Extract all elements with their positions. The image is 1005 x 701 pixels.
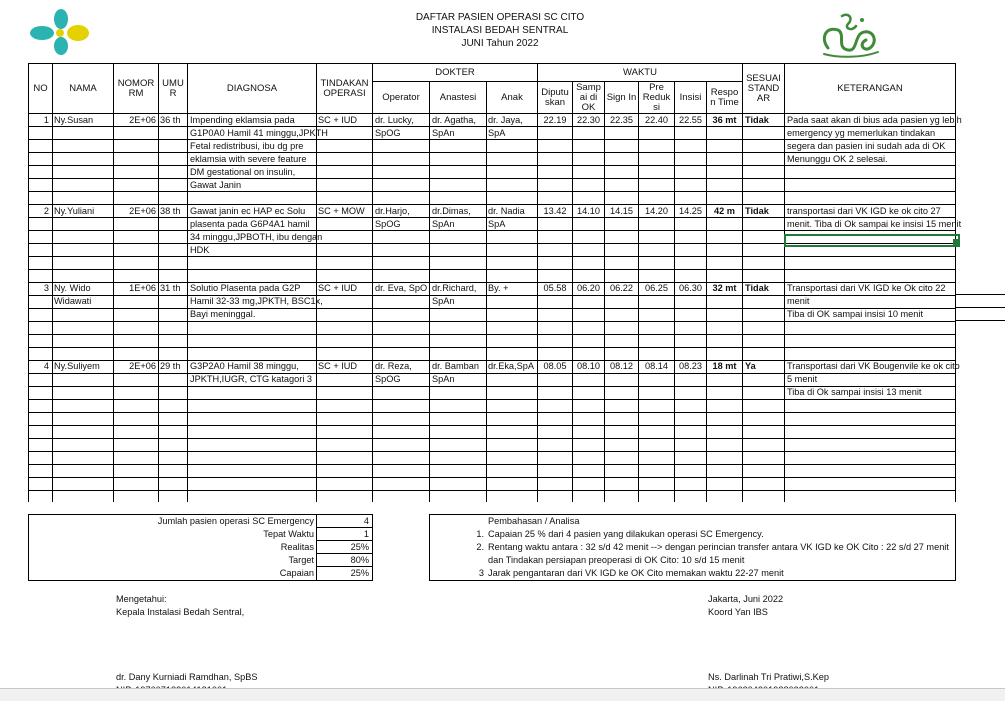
- report-subtitle: INSTALASI BEDAH SENTRAL: [431, 25, 569, 36]
- p2-insisi: 14.25: [679, 206, 702, 216]
- p4-keterangan-3: Tiba di Ok sampai insisi 13 menit: [787, 387, 922, 397]
- p4-diagnosa-1: G3P2A0 Hamil 38 minggu,: [190, 361, 299, 371]
- p4-operator-2: SpOG: [375, 374, 401, 384]
- p1-diagnosa-4: eklamsia with severe feature: [190, 154, 307, 164]
- p1-diagnosa-2: G1P0A0 Hamil 41 minggu,JPKTH: [190, 128, 328, 138]
- p1-no: 1: [43, 115, 49, 125]
- col-sampai-ok: Samp ai di OK: [576, 81, 601, 113]
- col-waktu: WAKTU: [623, 66, 657, 78]
- p4-diputuskan: 08.05: [543, 361, 567, 371]
- summary-value-2: 1: [363, 529, 369, 539]
- sign-right-line2: Koord Yan IBS: [708, 607, 768, 617]
- summary-label-4: Target: [288, 555, 314, 565]
- col-sesuai-standar: SESUAI STAND AR: [746, 72, 781, 104]
- sign-right-name: Ns. Darlinah Tri Pratiwi,S.Kep: [708, 672, 830, 682]
- p2-keterangan-1: transportasi dari VK IGD ke ok cito 27: [787, 206, 941, 216]
- p1-diagnosa-3: Fetal redistribusi, ibu dg pre: [190, 141, 304, 151]
- p2-diputuskan: 13.42: [543, 206, 567, 216]
- p2-respon: 42 m: [714, 206, 735, 216]
- fill-handle[interactable]: [953, 239, 959, 245]
- p2-diagnosa-1: Gawat janin ec HAP ec Solu: [190, 206, 306, 216]
- p1-insisi: 22.55: [679, 115, 702, 125]
- summary-label-1: Jumlah pasien operasi SC Emergency: [157, 516, 314, 526]
- p1-operator-2: SpOG: [375, 128, 401, 138]
- p1-pre-reduksi: 22.40: [645, 115, 668, 125]
- p3-rm: 1E+06: [129, 283, 156, 293]
- p3-keterangan-3: Tiba di OK sampai insisi 10 menit: [787, 309, 923, 319]
- p1-rm: 2E+06: [129, 115, 156, 125]
- p4-diagnosa-2: JPKTH,IUGR, CTG katagori 3: [190, 374, 313, 384]
- p4-sampai-ok: 08.10: [577, 361, 600, 371]
- p4-anastesi-1: dr. Bamban: [432, 361, 479, 371]
- report-period: JUNI Tahun 2022: [461, 38, 539, 49]
- p2-diagnosa-4: HDK: [190, 245, 210, 255]
- analysis-num-4: 3: [478, 568, 484, 578]
- analysis-text-4: Jarak pengantaran dari VK IGD ke OK Cito memakan waktu 22-27 menit: [488, 568, 784, 578]
- p4-keterangan-2: 5 menit: [787, 374, 818, 384]
- analysis-text-2: Rentang waktu antara : 32 s/d 42 menit --> dengan perincian transfer antara VK IGD ke OK Cito : 22 s/d 27 menit: [488, 542, 949, 552]
- p1-operator-1: dr. Lucky,: [375, 115, 414, 125]
- analysis-text-3: dan Tindakan persiapan preoperasi di OK Cito: 10 s/d 15 menit: [488, 555, 745, 565]
- sheet-tab-bar[interactable]: [0, 688, 1005, 701]
- p1-keterangan-4: Menunggu OK 2 selesai.: [787, 154, 888, 164]
- p4-pre-reduksi: 08.14: [645, 361, 668, 371]
- p2-anastesi-1: dr.Dimas,: [432, 206, 471, 216]
- p3-keterangan-1: Transportasi dari VK IGD ke Ok cito 22: [787, 283, 946, 293]
- col-insisi: Insisi: [679, 91, 702, 103]
- analysis-text-1: Capaian 25 % dari 4 pasien yang dilakukan operasi SC Emergency.: [488, 529, 764, 539]
- p2-operator-2: SpOG: [375, 219, 401, 229]
- p1-diagnosa-1: Impending eklamsia pada: [190, 115, 295, 125]
- p4-nama: Ny.Suliyem: [54, 361, 100, 371]
- p1-keterangan-3: segera dan pasien ini sudah ada di OK: [787, 141, 946, 151]
- analysis-num-2: 2.: [476, 542, 484, 552]
- p1-sign-in: 22.35: [610, 115, 633, 125]
- p1-keterangan-2: emergency yg memerlukan tindakan: [787, 128, 936, 138]
- p4-sign-in: 08.12: [610, 361, 633, 371]
- p4-rm: 2E+06: [129, 361, 156, 371]
- p3-insisi: 06.30: [679, 283, 702, 293]
- p3-anastesi-2: SpAn: [432, 296, 455, 306]
- col-anak: Anak: [501, 91, 523, 103]
- p1-sampai-ok: 22.30: [577, 115, 600, 125]
- p2-tindakan: SC + MOW: [318, 206, 365, 216]
- analysis-num-1: 1.: [476, 529, 484, 539]
- p3-operator-1: dr. Eva, SpO: [375, 283, 428, 293]
- p3-pre-reduksi: 06.25: [645, 283, 668, 293]
- summary-value-5: 25%: [350, 568, 369, 578]
- p4-insisi: 08.23: [679, 361, 702, 371]
- col-keterangan: KETERANGAN: [837, 82, 903, 94]
- sign-right-line1: Jakarta, Juni 2022: [708, 594, 784, 604]
- col-umur: UMU R: [162, 77, 184, 99]
- p2-pre-reduksi: 14.20: [645, 206, 668, 216]
- p1-anastesi-1: dr. Agatha,: [432, 115, 476, 125]
- p3-tindakan: SC + IUD: [318, 283, 358, 293]
- p1-diagnosa-5: DM gestational on insulin,: [190, 167, 296, 177]
- p1-sesuai: Tidak: [745, 115, 769, 125]
- summary-value-3: 25%: [350, 542, 369, 552]
- col-diagnosa: DIAGNOSA: [226, 82, 278, 94]
- p3-nama-2: Widawati: [54, 296, 92, 306]
- p1-keterangan-1: Pada saat akan di bius ada pasien yg lebih: [787, 115, 962, 125]
- p2-anastesi-2: SpAn: [432, 219, 455, 229]
- p4-anak-1: dr.Eka,SpA: [488, 361, 534, 371]
- p3-diagnosa-1: Solutio Plasenta pada G2P: [190, 283, 301, 293]
- p3-diputuskan: 05.58: [543, 283, 567, 293]
- p2-diagnosa-3: 34 minggu,JPBOTH, ibu dengan: [190, 232, 323, 242]
- p4-respon: 18 mt: [712, 361, 737, 371]
- p1-umur: 36 th: [160, 115, 181, 125]
- p3-anak-1: By. +: [488, 283, 509, 293]
- col-operator: Operator: [382, 91, 420, 103]
- p3-diagnosa-3: Bayi meninggal.: [190, 309, 256, 319]
- summary-label-5: Capaian: [279, 568, 314, 578]
- p3-sesuai: Tidak: [745, 283, 769, 293]
- sign-left-line1: Mengetahui:: [116, 594, 167, 604]
- p4-keterangan-1: Transportasi dari VK Bougenvile ke ok cito: [787, 361, 960, 371]
- col-nomor-rm: NOMOR RM: [117, 77, 155, 99]
- summary-value-1: 4: [363, 516, 369, 526]
- analysis-title: Pembahasan / Analisa: [488, 516, 580, 526]
- p3-sign-in: 06.22: [610, 283, 633, 293]
- p1-anastesi-2: SpAn: [432, 128, 455, 138]
- p3-nama: Ny. Wido: [54, 283, 91, 293]
- p3-sampai-ok: 06.20: [577, 283, 600, 293]
- col-pre-reduksi: Pre Reduk si: [642, 81, 671, 113]
- p3-no: 3: [43, 283, 49, 293]
- summary-value-4: 80%: [350, 555, 369, 565]
- p2-no: 2: [43, 206, 49, 216]
- p2-anak-2: SpA: [488, 219, 506, 229]
- col-no: NO: [33, 82, 48, 94]
- summary-label-2: Tepat Waktu: [263, 529, 314, 539]
- p3-anastesi-1: dr.Richard,: [432, 283, 477, 293]
- p2-sign-in: 14.15: [610, 206, 633, 216]
- summary-label-3: Realitas: [280, 542, 314, 552]
- p2-rm: 2E+06: [129, 206, 156, 216]
- p2-nama: Ny.Yuliani: [54, 206, 95, 216]
- col-dokter: DOKTER: [435, 66, 475, 78]
- p3-respon: 32 mt: [712, 283, 737, 293]
- p1-respon: 36 mt: [712, 115, 737, 125]
- col-anastesi: Anastesi: [439, 91, 477, 103]
- p2-keterangan-2: menit. Tiba di Ok sampai ke insisi 15 menit: [787, 219, 962, 229]
- sign-left-name: dr. Dany Kurniadi Ramdhan, SpBS: [116, 672, 258, 682]
- p1-anak-1: dr. Jaya,: [488, 115, 523, 125]
- p3-umur: 31 th: [160, 283, 181, 293]
- sign-left-line2: Kepala Instalasi Bedah Sentral,: [116, 607, 245, 617]
- col-respon-time: Respo n Time: [710, 86, 739, 108]
- p2-sampai-ok: 14.10: [577, 206, 600, 216]
- p4-anastesi-2: SpAn: [432, 374, 455, 384]
- p4-sesuai: Ya: [745, 361, 756, 371]
- p4-umur: 29 th: [160, 361, 181, 371]
- p3-diagnosa-2: Hamil 32-33 mg,JPKTH, BSC1x,: [190, 296, 323, 306]
- p1-anak-2: SpA: [488, 128, 506, 138]
- p1-tindakan: SC + IUD: [318, 115, 358, 125]
- col-tindakan: TINDAKAN OPERASI: [320, 77, 369, 99]
- col-nama: NAMA: [69, 82, 97, 94]
- report-title: DAFTAR PASIEN OPERASI SC CITO: [415, 12, 585, 23]
- p3-keterangan-2: menit: [787, 296, 810, 306]
- p2-operator-1: dr.Harjo,: [375, 206, 410, 216]
- p2-umur: 38 th: [160, 206, 181, 216]
- col-diputuskan: Diputu skan: [541, 86, 569, 108]
- p2-sesuai: Tidak: [745, 206, 769, 216]
- p4-tindakan: SC + IUD: [318, 361, 358, 371]
- p2-anak-1: dr. Nadia: [488, 206, 525, 216]
- p1-diputuskan: 22.19: [543, 115, 567, 125]
- p1-diagnosa-6: Gawat Janin: [190, 180, 242, 190]
- p4-no: 4: [43, 361, 49, 371]
- p4-operator-1: dr. Reza,: [375, 361, 412, 371]
- p1-nama: Ny.Susan: [54, 115, 94, 125]
- selected-cell[interactable]: [784, 234, 960, 247]
- col-sign-in: Sign In: [606, 91, 637, 103]
- p2-diagnosa-2: plasenta pada G6P4A1 hamil: [190, 219, 310, 229]
